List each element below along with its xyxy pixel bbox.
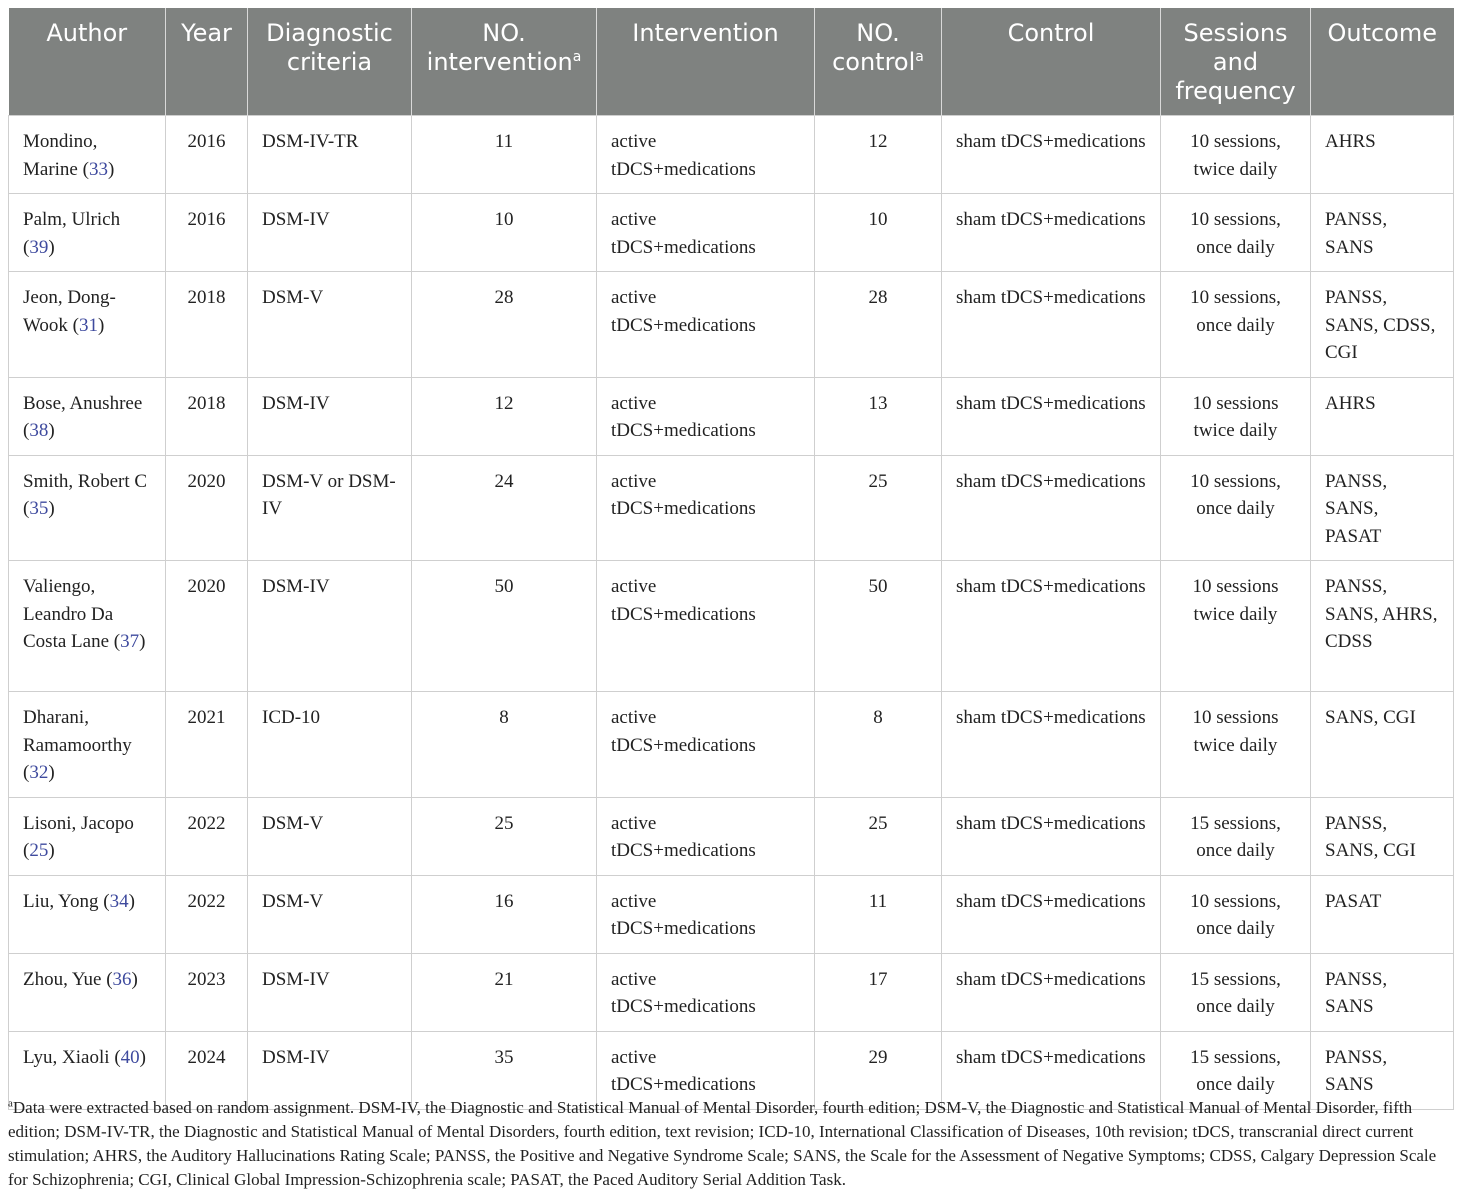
- cell-n-int: 21: [412, 953, 597, 1031]
- cell-sessions: 10 sessions twice daily: [1161, 377, 1311, 455]
- reference-link[interactable]: 37: [120, 631, 140, 652]
- cell-year: 2023: [166, 953, 248, 1031]
- cell-n-ctrl: 8: [815, 692, 942, 798]
- cell-author: Zhou, Yue (36): [9, 953, 166, 1031]
- cell-sessions: 10 sessions, once daily: [1161, 875, 1311, 953]
- cell-control: sham tDCS+medications: [942, 875, 1161, 953]
- cell-outcome: PANSS, SANS: [1311, 1031, 1454, 1109]
- cell-n-int: 35: [412, 1031, 597, 1109]
- cell-criteria: ICD-10: [248, 692, 412, 798]
- author-name: Liu, Yong: [23, 890, 99, 912]
- cell-year: 2024: [166, 1031, 248, 1109]
- footnote-text: Data were extracted based on random assignment. DSM-IV, the Diagnostic and Statistical Manual of Mental Disorder, fourth edition; DSM-V, the Diagnostic and Statistical Manual of Mental Disorder, fifth edition; DSM-IV-TR, the Diagnostic and Statistical Manual of Mental Disorders, fourth edition, text revision; ICD-10, International Classification of Diseases, 10th revision; tDCS, transcranial direct current stimulation; AHRS, the Auditory Hallucinations Rating Scale; PANSS, the Positive and Negative Syndrome Scale; SANS, the Scale for the Assessment of Negative Symptoms; CDSS, Calgary Depression Scale for Schizophrenia; CGI, Clinical Global Impression-Schizophrenia scale; PASAT, the Paced Auditory Serial Addition Task.: [8, 1098, 1437, 1189]
- cell-sessions: 10 sessions, once daily: [1161, 272, 1311, 378]
- cell-sessions: 10 sessions, once daily: [1161, 194, 1311, 272]
- cell-author: Lyu, Xiaoli (40): [9, 1031, 166, 1109]
- cell-year: 2018: [166, 377, 248, 455]
- footnote-marker: a: [8, 1097, 13, 1110]
- table-body: [9, 116, 1454, 1110]
- cell-sessions: 15 sessions, once daily: [1161, 797, 1311, 875]
- author-name: Smith, Robert C: [23, 470, 148, 492]
- cell-intervention: active tDCS+medications: [597, 116, 815, 194]
- cell-n-ctrl: 25: [815, 455, 942, 561]
- reference-link[interactable]: 34: [109, 890, 129, 912]
- cell-n-ctrl: 50: [815, 561, 942, 692]
- cell-outcome: PANSS, SANS, PASAT: [1311, 455, 1454, 561]
- cell-n-ctrl: 12: [815, 116, 942, 194]
- cell-n-ctrl: 28: [815, 272, 942, 378]
- table-row: [9, 194, 1454, 272]
- table-row: [9, 875, 1454, 953]
- table-row: [9, 377, 1454, 455]
- cell-control: sham tDCS+medications: [942, 953, 1161, 1031]
- cell-criteria: DSM-IV: [248, 194, 412, 272]
- cell-control: sham tDCS+medications: [942, 455, 1161, 561]
- header-no-intervention-sup: a: [572, 49, 582, 65]
- cell-n-int: 10: [412, 194, 597, 272]
- author-name: Lisoni, Jacopo: [23, 812, 134, 834]
- cell-author: Mondino, Marine (33): [9, 116, 166, 194]
- cell-criteria: DSM-IV: [248, 1031, 412, 1109]
- author-name: Lyu, Xiaoli: [23, 1046, 110, 1068]
- table-row: [9, 692, 1454, 798]
- author-name: Jeon, Dong-Wook: [23, 287, 116, 336]
- cell-control: sham tDCS+medications: [942, 194, 1161, 272]
- table-footnote: [8, 1096, 1453, 1192]
- cell-outcome: PANSS, SANS: [1311, 194, 1454, 272]
- cell-author: Smith, Robert C (35): [9, 455, 166, 561]
- cell-n-int: 25: [412, 797, 597, 875]
- cell-control: sham tDCS+medications: [942, 272, 1161, 378]
- author-name: Mondino, Marine: [23, 131, 98, 180]
- cell-criteria: DSM-V: [248, 272, 412, 378]
- cell-year: 2020: [166, 455, 248, 561]
- table-row: [9, 953, 1454, 1031]
- cell-year: 2016: [166, 116, 248, 194]
- cell-author: Valiengo, Leandro Da Costa Lane (37): [9, 561, 166, 692]
- cell-author: Palm, Ulrich (39): [9, 194, 166, 272]
- cell-criteria: DSM-V: [248, 875, 412, 953]
- cell-outcome: PANSS, SANS: [1311, 953, 1454, 1031]
- cell-criteria: DSM-IV: [248, 561, 412, 692]
- header-no-control-label: NO. control: [832, 19, 916, 76]
- cell-criteria: DSM-V: [248, 797, 412, 875]
- cell-year: 2018: [166, 272, 248, 378]
- header-no-intervention: [412, 8, 597, 116]
- cell-n-ctrl: 17: [815, 953, 942, 1031]
- cell-control: sham tDCS+medications: [942, 797, 1161, 875]
- reference-link[interactable]: 36: [112, 968, 132, 990]
- cell-criteria: DSM-IV: [248, 377, 412, 455]
- cell-intervention: active tDCS+medications: [597, 455, 815, 561]
- cell-intervention: active tDCS+medications: [597, 194, 815, 272]
- cell-author: Liu, Yong (34): [9, 875, 166, 953]
- reference-link[interactable]: 25: [29, 840, 49, 861]
- cell-criteria: DSM-IV: [248, 953, 412, 1031]
- cell-n-int: 16: [412, 875, 597, 953]
- cell-n-int: 28: [412, 272, 597, 378]
- cell-outcome: AHRS: [1311, 116, 1454, 194]
- cell-sessions: 10 sessions twice daily: [1161, 692, 1311, 798]
- cell-author: Dharani, Ramamoorthy (32): [9, 692, 166, 798]
- reference-link[interactable]: 40: [120, 1046, 140, 1068]
- cell-year: 2020: [166, 561, 248, 692]
- author-name: Palm, Ulrich: [23, 209, 121, 230]
- reference-link[interactable]: 32: [29, 762, 49, 783]
- cell-intervention: active tDCS+medications: [597, 377, 815, 455]
- header-control: Control: [942, 8, 1161, 116]
- cell-outcome: PANSS, SANS, CGI: [1311, 797, 1454, 875]
- studies-table-container: [8, 8, 1453, 1110]
- cell-n-ctrl: 10: [815, 194, 942, 272]
- cell-n-int: 24: [412, 455, 597, 561]
- cell-intervention: active tDCS+medications: [597, 953, 815, 1031]
- table-row: [9, 561, 1454, 692]
- cell-intervention: active tDCS+medications: [597, 1031, 815, 1109]
- header-intervention: Intervention: [597, 8, 815, 116]
- cell-criteria: DSM-IV-TR: [248, 116, 412, 194]
- cell-criteria: DSM-V or DSM-IV: [248, 455, 412, 561]
- cell-outcome: PASAT: [1311, 875, 1454, 953]
- cell-sessions: 10 sessions twice daily: [1161, 561, 1311, 692]
- header-diagnostic-criteria: Diagnostic criteria: [248, 8, 412, 116]
- cell-sessions: 10 sessions, twice daily: [1161, 116, 1311, 194]
- cell-outcome: AHRS: [1311, 377, 1454, 455]
- cell-sessions: 15 sessions, once daily: [1161, 953, 1311, 1031]
- reference-link[interactable]: 38: [29, 420, 49, 441]
- cell-year: 2021: [166, 692, 248, 798]
- cell-year: 2016: [166, 194, 248, 272]
- cell-control: sham tDCS+medications: [942, 377, 1161, 455]
- author-name: Zhou, Yue: [23, 968, 102, 990]
- cell-intervention: active tDCS+medications: [597, 797, 815, 875]
- cell-n-ctrl: 29: [815, 1031, 942, 1109]
- table-row: [9, 797, 1454, 875]
- reference-link[interactable]: 33: [88, 158, 108, 180]
- header-author: Author: [9, 8, 166, 116]
- cell-outcome: SANS, CGI: [1311, 692, 1454, 798]
- cell-intervention: active tDCS+medications: [597, 692, 815, 798]
- reference-link[interactable]: 31: [79, 314, 98, 336]
- header-outcome: Outcome: [1311, 8, 1454, 116]
- cell-outcome: PANSS, SANS, AHRS, CDSS: [1311, 561, 1454, 692]
- header-no-intervention-label: NO. intervention: [426, 19, 573, 76]
- reference-link[interactable]: 35: [29, 498, 49, 519]
- cell-n-ctrl: 11: [815, 875, 942, 953]
- author-name: Bose, Anushree: [23, 392, 143, 414]
- cell-author: Bose, Anushree (38): [9, 377, 166, 455]
- header-no-control-sup: a: [915, 49, 924, 65]
- cell-author: Lisoni, Jacopo (25): [9, 797, 166, 875]
- reference-link[interactable]: 39: [29, 236, 49, 258]
- table-header: [9, 8, 1454, 116]
- cell-sessions: 10 sessions, once daily: [1161, 455, 1311, 561]
- cell-author: Jeon, Dong-Wook (31): [9, 272, 166, 378]
- cell-n-int: 8: [412, 692, 597, 798]
- cell-n-ctrl: 25: [815, 797, 942, 875]
- cell-control: sham tDCS+medications: [942, 116, 1161, 194]
- cell-intervention: active tDCS+medications: [597, 561, 815, 692]
- cell-intervention: active tDCS+medications: [597, 875, 815, 953]
- cell-sessions: 15 sessions, once daily: [1161, 1031, 1311, 1109]
- table-row: [9, 272, 1454, 378]
- studies-table: [8, 8, 1454, 1110]
- cell-n-int: 50: [412, 561, 597, 692]
- cell-control: sham tDCS+medications: [942, 692, 1161, 798]
- cell-outcome: PANSS, SANS, CDSS, CGI: [1311, 272, 1454, 378]
- cell-n-int: 11: [412, 116, 597, 194]
- cell-control: sham tDCS+medications: [942, 561, 1161, 692]
- header-year: Year: [166, 8, 248, 116]
- author-name: Dharani, Ramamoorthy: [23, 707, 132, 756]
- table-row: [9, 455, 1454, 561]
- header-sessions-frequency: Sessions and frequency: [1161, 8, 1311, 116]
- cell-n-ctrl: 13: [815, 377, 942, 455]
- cell-intervention: active tDCS+medications: [597, 272, 815, 378]
- header-no-control: [815, 8, 942, 116]
- cell-year: 2022: [166, 875, 248, 953]
- cell-control: sham tDCS+medications: [942, 1031, 1161, 1109]
- table-row: [9, 116, 1454, 194]
- cell-year: 2022: [166, 797, 248, 875]
- author-name: Valiengo, Leandro Da Costa Lane: [23, 576, 114, 652]
- cell-n-int: 12: [412, 377, 597, 455]
